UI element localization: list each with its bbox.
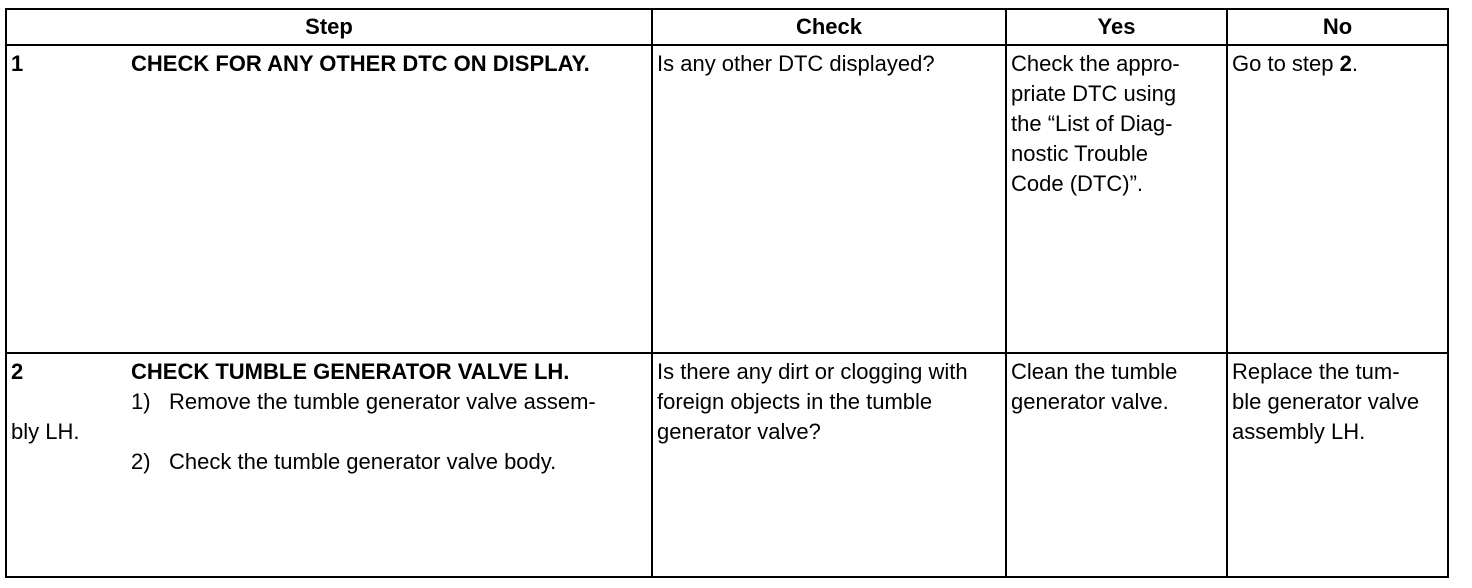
header-no: No (1227, 9, 1448, 45)
no-line: ble generator valve (1232, 389, 1420, 414)
yes-cell (1006, 45, 1227, 353)
yes-line: priate DTC using (1011, 81, 1177, 106)
substep-item (11, 447, 647, 477)
check-line: foreign objects in the tumble (657, 389, 933, 414)
step-number: 2 (11, 359, 24, 384)
step-number: 1 (11, 51, 24, 76)
step-reference: 2 (1339, 51, 1352, 76)
yes-line: Check the appro- (1011, 51, 1180, 76)
check-line: generator valve? (657, 419, 821, 444)
yes-line: nostic Trouble (1011, 141, 1148, 166)
header-check: Check (652, 9, 1006, 45)
substep-continuation (11, 417, 647, 447)
substep-item (11, 387, 647, 417)
check-cell (652, 353, 1006, 577)
substep-text: Remove the tumble generator valve assem- (169, 389, 596, 414)
yes-line: Code (DTC)”. (1011, 171, 1144, 196)
no-line: Replace the tum- (1232, 359, 1400, 384)
no-cell (1227, 45, 1448, 353)
step-title: CHECK TUMBLE GENERATOR VALVE LH. (131, 359, 570, 384)
no-line: assembly LH. (1232, 419, 1366, 444)
check-text: Is any other DTC displayed? (657, 51, 935, 76)
substep-text: bly LH. (11, 419, 80, 444)
substep-number: 2) (131, 449, 151, 474)
substep-text: Check the tumble generator valve body. (169, 449, 557, 474)
no-text-suffix: . (1351, 51, 1358, 76)
header-step: Step (6, 9, 652, 45)
yes-line: Clean the tumble (1011, 359, 1178, 384)
check-cell (652, 45, 1006, 353)
yes-cell (1006, 353, 1227, 577)
table-row (6, 353, 1448, 577)
yes-line: the “List of Diag- (1011, 111, 1173, 136)
no-cell (1227, 353, 1448, 577)
substep-number: 1) (131, 389, 151, 414)
check-line: Is there any dirt or clogging with (657, 359, 968, 384)
header-yes: Yes (1006, 9, 1227, 45)
step-cell (6, 45, 652, 353)
table-header-row (6, 9, 1448, 45)
yes-line: generator valve. (1011, 389, 1169, 414)
no-text-prefix: Go to step (1232, 51, 1340, 76)
diagnostic-table (5, 8, 1449, 578)
step-cell (6, 353, 652, 577)
table-row (6, 45, 1448, 353)
step-title: CHECK FOR ANY OTHER DTC ON DISPLAY. (131, 51, 590, 76)
